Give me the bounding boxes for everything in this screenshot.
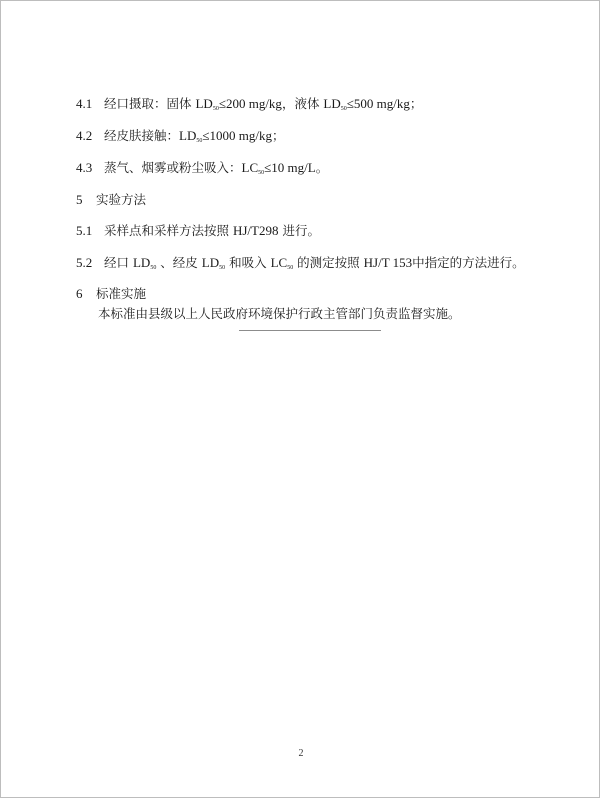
- ld-symbol: LD: [179, 128, 197, 143]
- limit-value: ≤10 mg/L: [264, 160, 316, 175]
- limit-value: ≤500 mg/kg: [346, 96, 410, 111]
- clause-text: ，液体: [281, 96, 324, 111]
- clause-number: 5.2: [76, 255, 93, 270]
- section-number: 6: [76, 286, 83, 301]
- clause-text: 经皮肤接触：: [104, 128, 180, 143]
- clause-punctuation: ；: [409, 96, 423, 111]
- standard-reference: HJ/T 153: [363, 255, 413, 270]
- section-6-heading: [76, 286, 146, 302]
- lc-symbol: LC: [270, 255, 288, 270]
- page-number: 2: [298, 748, 304, 759]
- clause-text: 和吸入: [225, 255, 271, 270]
- ld-symbol: LD: [201, 255, 220, 270]
- clause-text: 经口: [104, 255, 133, 270]
- standard-reference: HJ/T298: [232, 223, 279, 238]
- limit-value: ≤200 mg/kg: [218, 96, 282, 111]
- limit-value: ≤1000 mg/kg: [202, 128, 272, 143]
- ld-symbol: LD: [132, 255, 151, 270]
- clause-4-3: [76, 160, 328, 181]
- clause-text: 的测定按照: [293, 255, 364, 270]
- clause-5-2: [76, 255, 525, 276]
- clause-punctuation: 。: [315, 160, 329, 175]
- clause-text: 采样点和采样方法按照: [104, 223, 233, 238]
- section-title: 实验方法: [96, 192, 147, 207]
- section-number: 5: [76, 192, 83, 207]
- ld-subscript: 50: [196, 138, 203, 144]
- clause-text: 蒸气、烟雾或粉尘吸入：: [104, 160, 242, 175]
- clause-text: 中指定的方法进行。: [412, 255, 525, 270]
- ld-symbol: LD: [323, 96, 341, 111]
- clause-4-1: [76, 96, 422, 117]
- ld-subscript: 50: [150, 265, 157, 271]
- lc-symbol: LC: [241, 160, 259, 175]
- lc-subscript: 50: [258, 170, 265, 176]
- clause-number: 4.1: [76, 96, 93, 111]
- implementation-paragraph: 本标准由县级以上人民政府环境保护行政主管部门负责监督实施。: [98, 306, 461, 321]
- end-of-text-rule: [239, 330, 381, 331]
- clause-5-1: [76, 223, 320, 239]
- clause-punctuation: ；: [271, 128, 285, 143]
- ld-subscript: 50: [212, 106, 219, 112]
- ld-subscript: 50: [219, 265, 226, 271]
- section-title: 标准实施: [96, 286, 147, 301]
- lc-subscript: 50: [287, 265, 294, 271]
- clause-text: 、经皮: [156, 255, 202, 270]
- clause-number: 4.2: [76, 128, 93, 143]
- section-5-heading: [76, 192, 146, 208]
- clause-number: 4.3: [76, 160, 93, 175]
- clause-text: 进行。: [278, 223, 320, 238]
- clause-text: 经口摄取：固体: [104, 96, 196, 111]
- clause-4-2: [76, 128, 284, 149]
- ld-symbol: LD: [195, 96, 213, 111]
- clause-number: 5.1: [76, 223, 93, 238]
- ld-subscript: 50: [340, 106, 347, 112]
